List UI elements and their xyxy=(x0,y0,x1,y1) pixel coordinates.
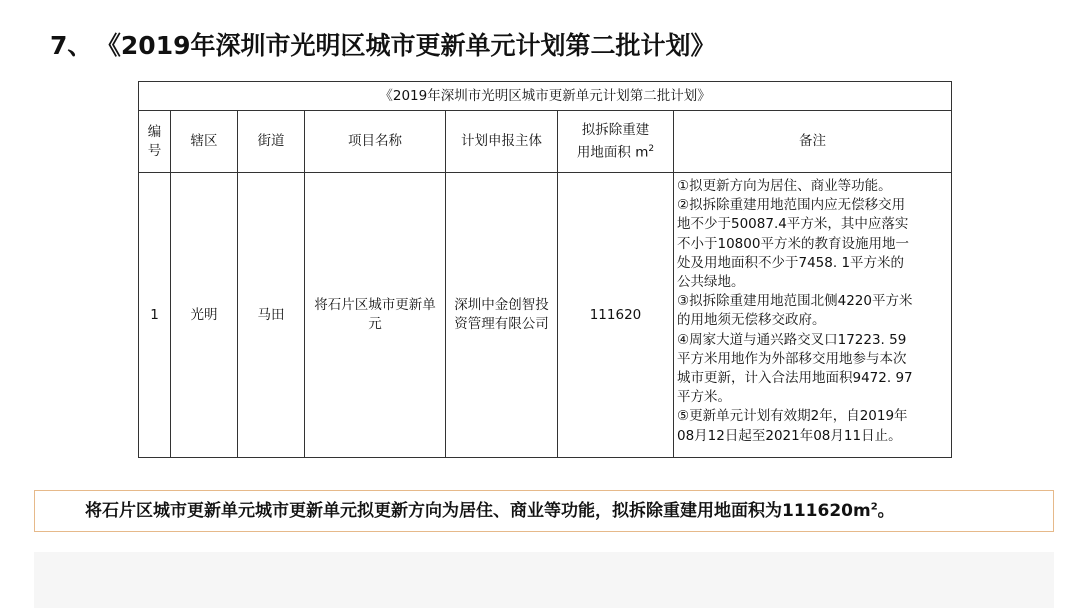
remark-line: ③拟拆除重建用地范围北侧4220平方米 xyxy=(677,293,913,310)
header-area: 拟拆除重建 用地面积 $m^2$ xyxy=(558,111,674,173)
cell-remarks xyxy=(674,173,952,458)
table-caption: 《2019年深圳市光明区城市更新单元计划第二批计划》 xyxy=(139,82,952,111)
header-number: 编 号 xyxy=(139,111,171,173)
remark-line: 不小于10800平方米的教育设施用地一 xyxy=(677,235,909,252)
header-street: 街道 xyxy=(238,111,305,173)
remark-line: 平方米。 xyxy=(677,389,731,406)
remark-line: 地不少于50087.4平方米，其中应落实 xyxy=(677,216,909,233)
header-applicant: 计划申报主体 xyxy=(446,111,558,173)
summary-box xyxy=(34,490,1054,532)
table-row xyxy=(139,173,952,458)
summary-end: 。 xyxy=(877,501,895,521)
remark-line: 公共绿地。 xyxy=(677,274,745,291)
remark-line: ②拟拆除重建用地范围内应无偿移交用 xyxy=(677,197,906,214)
remark-line: 处及用地面积不少于7458. 1平方米的 xyxy=(677,254,905,271)
cell-district: 光明 xyxy=(171,173,238,458)
remark-line: ①拟更新方向为居住、商业等功能。 xyxy=(677,178,892,194)
remark-line: ⑤更新单元计划有效期2年，自2019年 xyxy=(677,408,908,425)
summary-text: 将石片区城市更新单元城市更新单元拟更新方向为居住、商业等功能，拟拆除重建用地面积为111620m xyxy=(85,501,871,521)
heading-title: 《2019年深圳市光明区城市更新单元计划第二批计划》 xyxy=(108,31,716,60)
header-district: 辖区 xyxy=(171,111,238,173)
bottom-band xyxy=(34,552,1054,608)
remark-line: 城市更新，计入合法用地面积9472. 97 xyxy=(677,370,913,387)
cell-project-name: 将石片区城市更新单元 xyxy=(305,173,446,458)
header-project-name: 项目名称 xyxy=(305,111,446,173)
cell-number: 1 xyxy=(139,173,171,458)
remark-line: 的用地须无偿移交政府。 xyxy=(677,312,826,329)
summary-unit-sup: 2 xyxy=(870,501,878,513)
remark-line: ④周家大道与通兴路交叉口17223. 59 xyxy=(677,331,907,348)
table-header-row xyxy=(139,111,952,173)
plan-table xyxy=(138,81,952,458)
heading-number: 7、 xyxy=(50,31,93,60)
remark-line: 平方米用地作为外部移交用地参与本次 xyxy=(677,350,907,367)
cell-area: 111620 xyxy=(558,173,674,458)
header-remarks: 备注 xyxy=(674,111,952,173)
page-heading xyxy=(50,26,716,62)
cell-applicant: 深圳中金创智投资管理有限公司 xyxy=(446,173,558,458)
remark-line: 08月12日起至2021年08月11日止。 xyxy=(677,427,902,444)
cell-street: 马田 xyxy=(238,173,305,458)
